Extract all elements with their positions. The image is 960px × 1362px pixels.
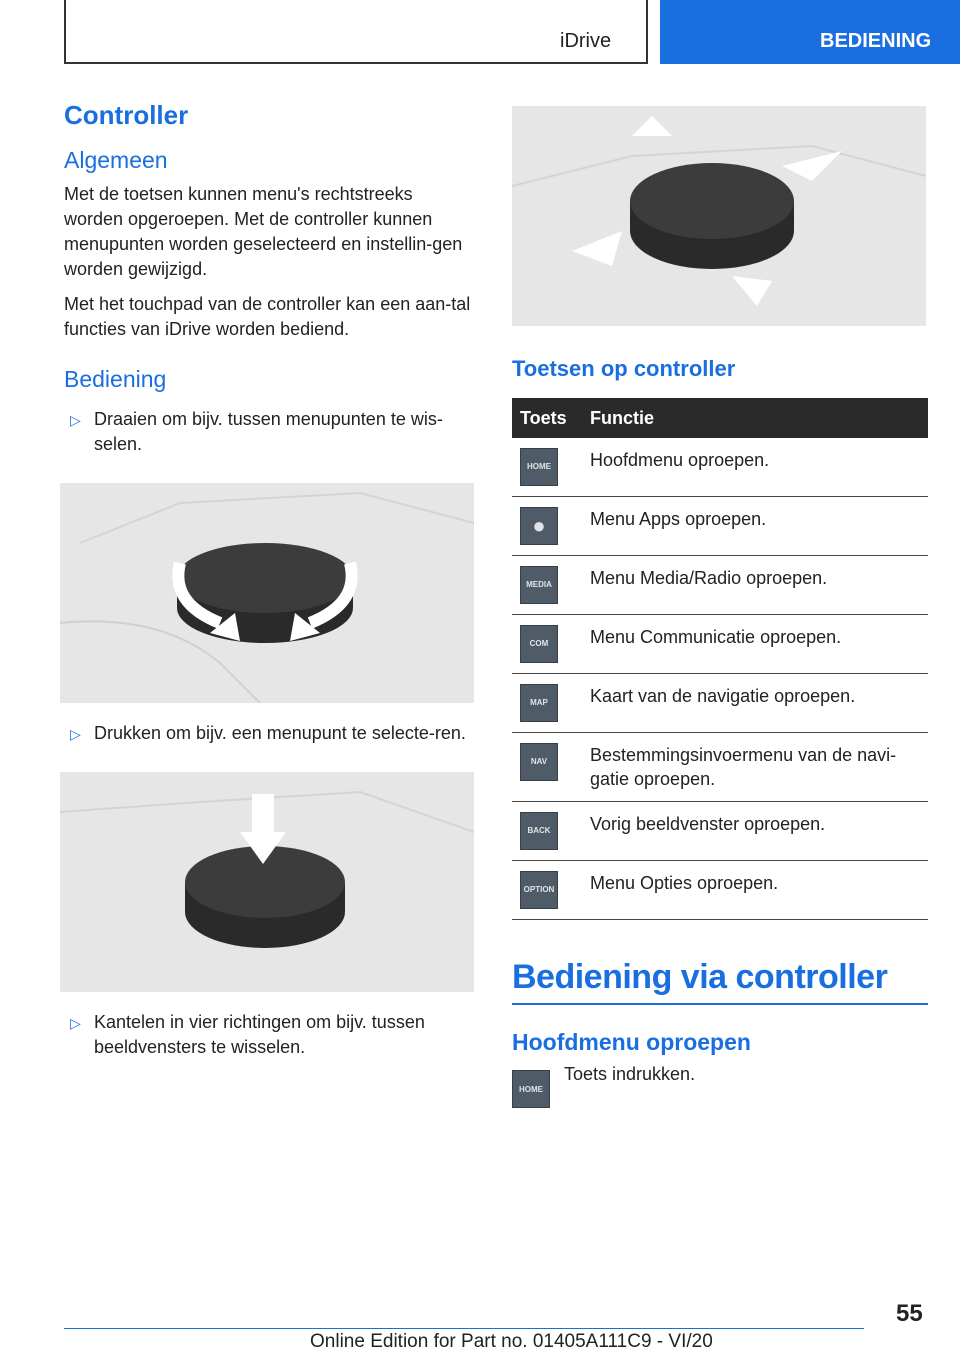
row-text: Hoofdmenu oproepen. xyxy=(582,438,928,497)
bullet-tilt xyxy=(64,1010,476,1060)
apps-icon: ● xyxy=(520,507,558,545)
subheading-general: Algemeen xyxy=(64,147,168,173)
footer-rule xyxy=(64,1328,864,1329)
home-instruction xyxy=(512,1064,928,1108)
table-row xyxy=(512,733,928,802)
bullet-text: Kantelen in vier richtingen om bijv. tussen beeldvensters te wisselen. xyxy=(94,1012,425,1057)
table-row xyxy=(512,861,928,920)
table-row xyxy=(512,497,928,556)
nav-key-icon: NAV xyxy=(520,743,558,781)
footer-edition: Online Edition for Part no. 01405A111C9 - VI/20 xyxy=(310,1331,713,1352)
subheading-operation: Bediening xyxy=(64,366,167,392)
row-text: Bestemmingsinvoermenu van de navi-gatie oproepen. xyxy=(582,733,928,802)
triangle-bullet-icon: ▷ xyxy=(70,412,81,428)
right-column xyxy=(512,100,928,1108)
col-header-function: Functie xyxy=(582,398,928,438)
option-key-icon: OPTION xyxy=(520,871,558,909)
header-section: iDrive xyxy=(560,30,612,52)
table-header-row xyxy=(512,398,928,438)
paragraph-1: Met de toetsen kunnen menu's rechtstreeks worden opgeroepen. Met de controller kunnen menupunten worden geselecteerd en instellin-gen worden gewijzigd. xyxy=(64,184,463,279)
row-text: Menu Apps oproepen. xyxy=(582,497,928,556)
back-key-icon: BACK xyxy=(520,812,558,850)
media-key-icon: MEDIA xyxy=(520,566,558,604)
map-key-icon: MAP xyxy=(520,684,558,722)
row-text: Vorig beeldvenster oproepen. xyxy=(582,802,928,861)
com-key-icon: COM xyxy=(520,625,558,663)
subheading-main-menu: Hoofdmenu oproepen xyxy=(512,1029,751,1055)
tilt-controller-image xyxy=(512,106,926,326)
keys-table xyxy=(512,398,928,920)
col-header-key: Toets xyxy=(512,398,582,438)
left-column xyxy=(64,100,476,1060)
home-key-icon: HOME xyxy=(520,448,558,486)
table-row xyxy=(512,438,928,497)
bullet-text: Drukken om bijv. een menupunt te selecte-ren. xyxy=(94,723,466,743)
home-key-icon: HOME xyxy=(512,1070,550,1108)
header-chapter-tab: BEDIENING xyxy=(660,0,960,64)
instruction-text: Toets indrukken. xyxy=(564,1064,696,1084)
bullet-rotate xyxy=(64,407,476,457)
row-text: Menu Media/Radio oproepen. xyxy=(582,556,928,615)
press-controller-image xyxy=(60,772,474,992)
triangle-bullet-icon: ▷ xyxy=(70,1015,81,1031)
row-text: Kaart van de navigatie oproepen. xyxy=(582,674,928,733)
table-row xyxy=(512,802,928,861)
section-title: Bediening via controller xyxy=(512,958,928,1005)
table-row xyxy=(512,674,928,733)
paragraph-2: Met het touchpad van de controller kan een aan-tal functies van iDrive worden bediend. xyxy=(64,294,471,339)
row-text: Menu Opties oproepen. xyxy=(582,861,928,920)
bullet-text: Draaien om bijv. tussen menupunten te wis-selen. xyxy=(94,409,443,454)
keys-heading: Toetsen op controller xyxy=(512,356,736,381)
triangle-bullet-icon: ▷ xyxy=(70,726,81,742)
page-title: Controller xyxy=(64,100,189,130)
bullet-press xyxy=(64,721,476,746)
table-row xyxy=(512,556,928,615)
page-number: 55 xyxy=(896,1300,923,1327)
rotate-controller-image xyxy=(60,483,474,703)
table-row xyxy=(512,615,928,674)
row-text: Menu Communicatie oproepen. xyxy=(582,615,928,674)
